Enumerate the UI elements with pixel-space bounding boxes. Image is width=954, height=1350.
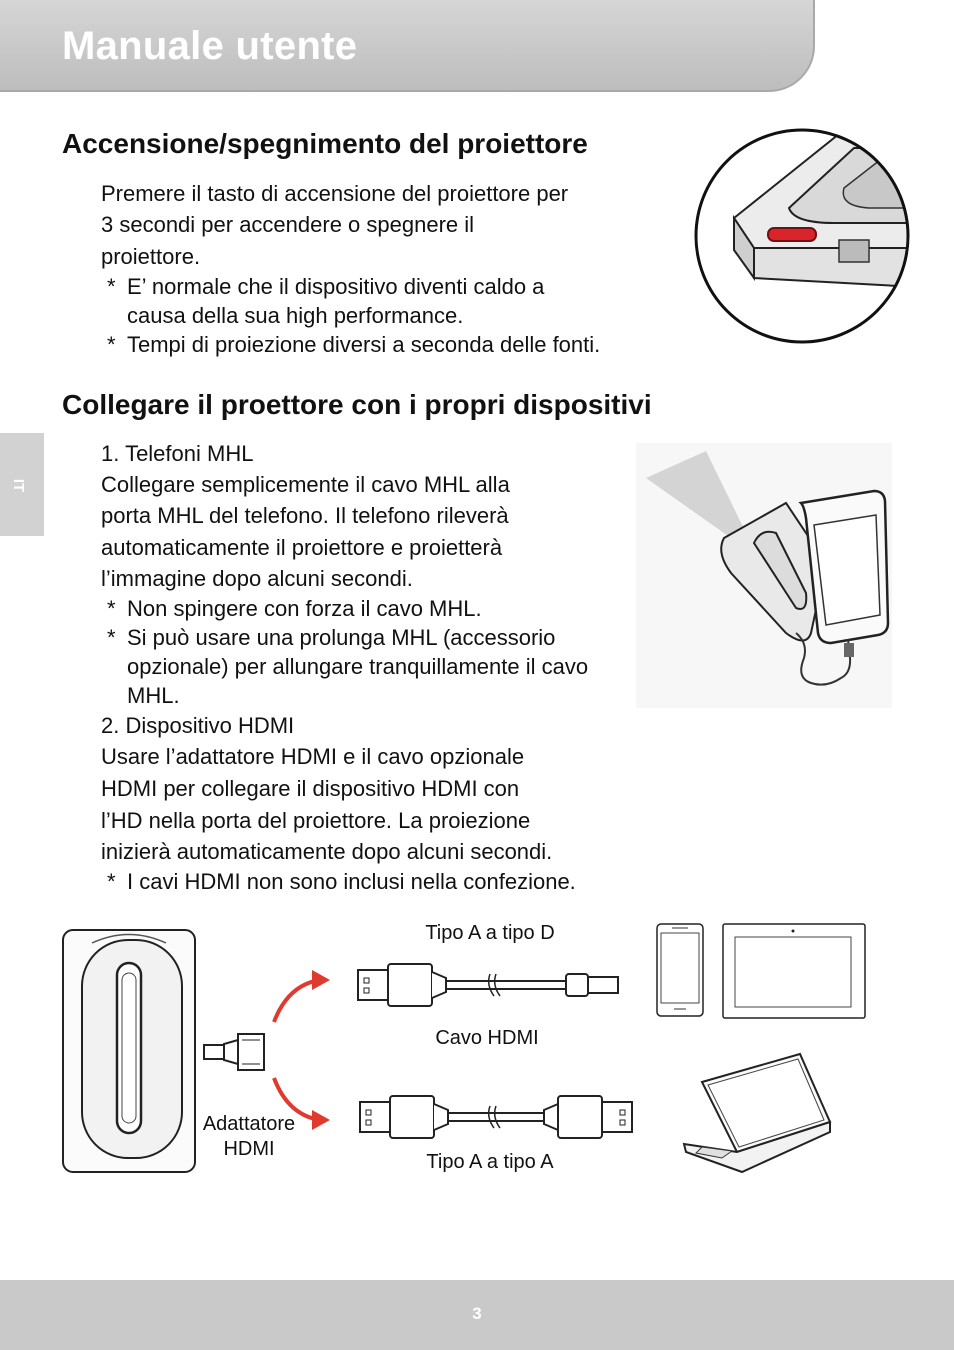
language-tab-label: IT xyxy=(10,478,28,493)
footer-bar xyxy=(0,1280,954,1350)
hdmi-cable-a-to-d xyxy=(356,962,626,1008)
power-button-illustration xyxy=(694,128,910,344)
projector-front-illustration xyxy=(62,928,196,1174)
mhl-note-2 xyxy=(101,623,588,710)
hdmi-text-line-1: Usare l’adattatore HDMI e il cavo opzionale xyxy=(101,744,525,769)
hdmi-adapter-icon xyxy=(202,1030,264,1074)
note-line: E’ normale che il dispositivo diventi caldo a xyxy=(127,274,545,299)
note-bullet: * xyxy=(107,332,116,357)
arrow-up-icon xyxy=(312,970,330,990)
power-text-line-2: 3 secondi per accendere o spegnere il xyxy=(101,212,475,237)
adapter-label-line-1: Adattatore xyxy=(202,1113,296,1135)
note-line: opzionale) per allungare tranquillamente il cavo xyxy=(127,654,589,679)
arrow-down-icon xyxy=(312,1110,330,1130)
label-type-a-to-d: Tipo A a tipo D xyxy=(425,922,555,944)
hdmi-title: 2. Dispositivo HDMI xyxy=(101,713,295,738)
note-line: causa della sua high performance. xyxy=(127,303,464,328)
page-title: Manuale utente xyxy=(62,24,358,68)
mhl-text-line-3: automaticamente il proiettore e proietterà xyxy=(101,535,503,560)
section-heading-connect: Collegare il proettore con i propri dispositivi xyxy=(62,389,652,420)
header-bar xyxy=(0,0,815,92)
smartphone-illustration xyxy=(656,923,704,1017)
note-bullet: * xyxy=(107,869,116,894)
connection-arrows xyxy=(268,970,338,1130)
power-text-line-3: proiettore. xyxy=(101,244,201,269)
note-line: MHL. xyxy=(127,683,180,708)
power-note-1 xyxy=(101,272,544,330)
power-note-2 xyxy=(101,330,600,359)
hdmi-text-line-4: inizierà automaticamente dopo alcuni secondi. xyxy=(101,839,553,864)
note-line: Non spingere con forza il cavo MHL. xyxy=(127,596,482,621)
note-bullet: * xyxy=(107,274,116,299)
mhl-note-1 xyxy=(101,594,482,623)
note-line: Tempi di proiezione diversi a seconda delle fonti. xyxy=(127,332,601,357)
mhl-text-line-4: l’immagine dopo alcuni secondi. xyxy=(101,566,413,591)
section-heading-power: Accensione/spegnimento del proiettore xyxy=(62,128,588,159)
label-type-a-to-a: Tipo A a tipo A xyxy=(426,1151,554,1173)
page-number: 3 xyxy=(472,1304,482,1323)
adapter-label-line-2: HDMI xyxy=(223,1138,275,1160)
mhl-text-line-2: porta MHL del telefono. Il telefono rileverà xyxy=(101,503,509,528)
laptop-illustration xyxy=(682,1052,834,1176)
hdmi-text-line-3: l’HD nella porta del proiettore. La proiezione xyxy=(101,808,531,833)
note-line: Si può usare una prolunga MHL (accessorio xyxy=(127,625,556,650)
note-bullet: * xyxy=(107,625,116,650)
power-text-line-1: Premere il tasto di accensione del proiettore per xyxy=(101,181,569,206)
tablet-illustration xyxy=(722,923,866,1019)
mhl-text-line-1: Collegare semplicemente il cavo MHL alla xyxy=(101,472,510,497)
language-tab xyxy=(0,433,44,536)
mhl-phone-illustration xyxy=(636,443,892,708)
note-bullet: * xyxy=(107,596,116,621)
hdmi-cable-a-to-a xyxy=(358,1094,633,1140)
label-hdmi-cable: Cavo HDMI xyxy=(435,1027,539,1049)
hdmi-note-1 xyxy=(101,867,576,896)
note-line: I cavi HDMI non sono inclusi nella confezione. xyxy=(127,869,576,894)
hdmi-text-line-2: HDMI per collegare il dispositivo HDMI con xyxy=(101,776,520,801)
mhl-title: 1. Telefoni MHL xyxy=(101,441,254,466)
